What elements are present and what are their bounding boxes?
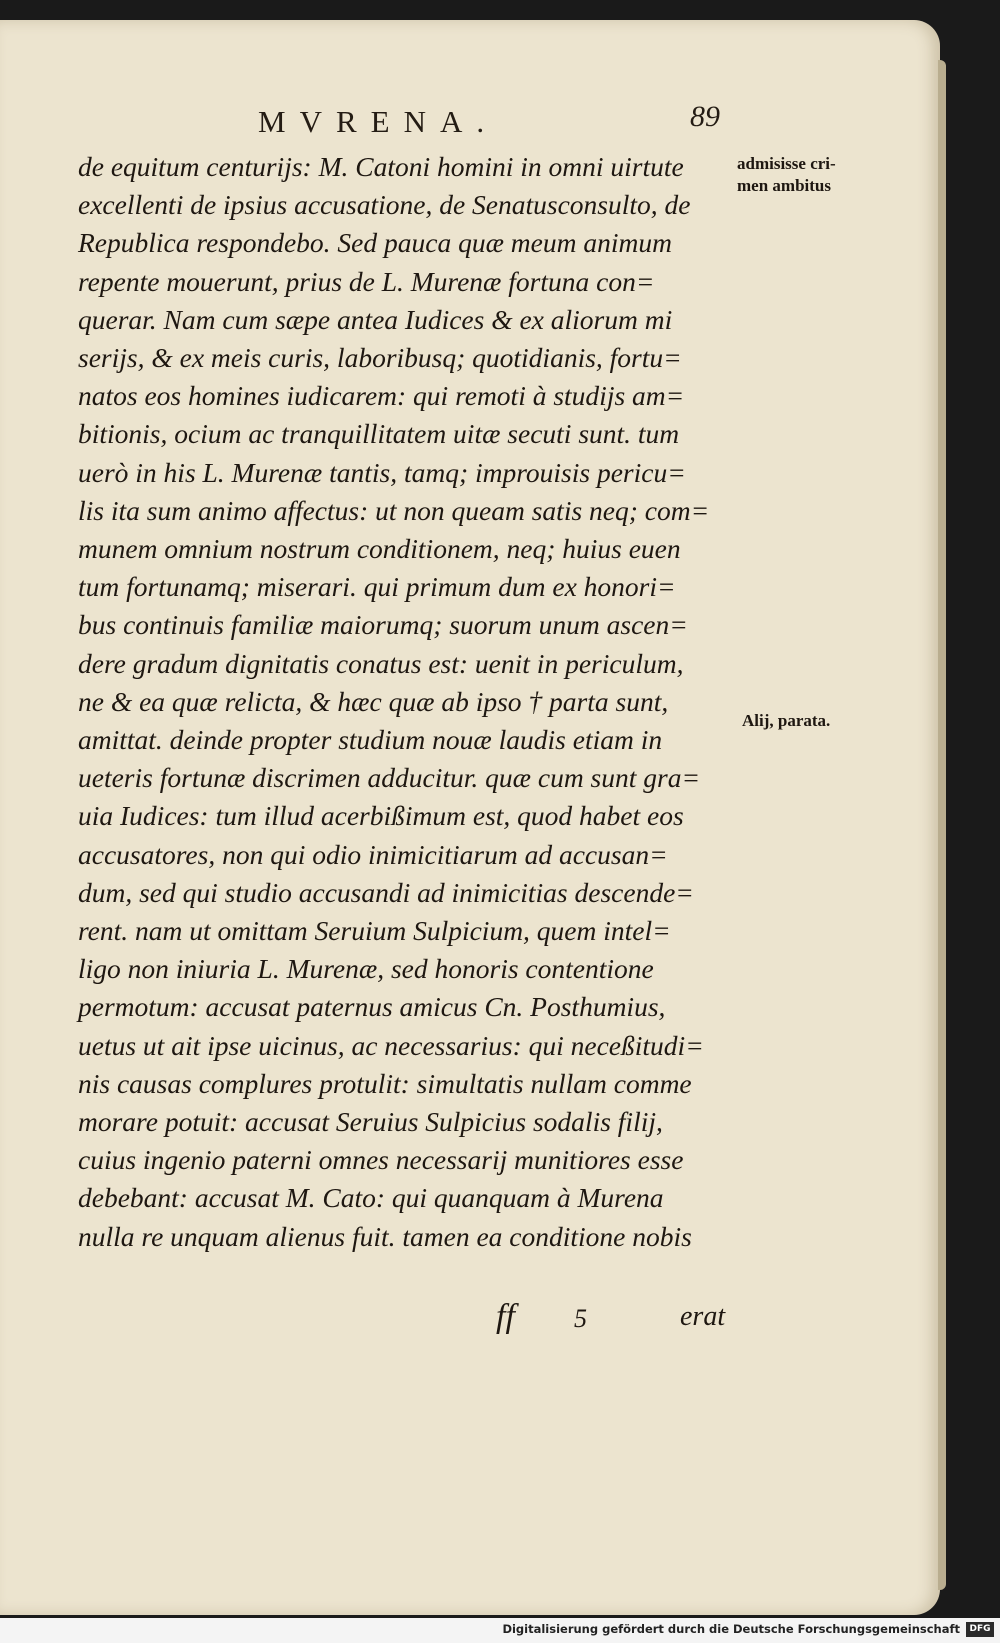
text-line: repente mouerunt, prius de L. Murenæ fortuna con= <box>78 265 655 297</box>
text-line: natos eos homines iudicarem: qui remoti à studijs am= <box>78 380 685 412</box>
text-line: munem omnium nostrum conditionem, neq; huius euen <box>78 533 681 565</box>
page-edge <box>938 60 946 1590</box>
text-line: ueteris fortunæ discrimen adducitur. quæ cum sunt gra= <box>78 762 701 794</box>
text-line: morare potuit: accusat Seruius Sulpicius sodalis filij, <box>78 1106 663 1138</box>
text-line: nulla re unquam alienus fuit. tamen ea conditione nobis <box>78 1220 692 1252</box>
text-line: accusatores, non qui odio inimicitiarum ad accusan= <box>78 838 668 870</box>
text-line: amittat. deinde propter studium nouæ laudis etiam in <box>78 724 663 756</box>
text-line: nis causas complures protulit: simultatis nullam comme <box>78 1067 692 1099</box>
text-line: ne & ea quæ relicta, & hæc quæ ab ipso † parta sunt, <box>78 685 669 717</box>
text-line: dum, sed qui studio accusandi ad inimicitias descende= <box>78 876 694 908</box>
text-line: serijs, & ex meis curis, laboribusq; quotidianis, fortu= <box>78 342 682 374</box>
text-line: bus continuis familiæ maiorumq; suorum unum ascen= <box>78 609 688 641</box>
text-line: permotum: accusat paternus amicus Cn. Posthumius, <box>78 991 666 1023</box>
text-line: ligo non iniuria L. Murenæ, sed honoris contentione <box>78 953 654 985</box>
text-line: dere gradum dignitatis conatus est: uenit in periculum, <box>78 647 684 679</box>
margin-note-line: admisisse cri- <box>737 154 836 173</box>
running-head: MVRENA. <box>258 104 499 139</box>
text-line: bitionis, ocium ac tranquillitatem uitæ secuti sunt. tum <box>78 418 680 450</box>
text-line: uerò in his L. Murenæ tantis, tamq; improuisis pericu= <box>78 456 686 488</box>
margin-note-ambitus <box>737 153 836 197</box>
text-line: excellenti de ipsius accusatione, de Senatusconsulto, de <box>78 189 691 221</box>
catchword: erat <box>680 1301 726 1332</box>
page-number: 89 <box>690 100 720 133</box>
signature-mark: ff <box>496 1298 515 1335</box>
text-line: uia Iudices: tum illud acerbißimum est, quod habet eos <box>78 800 684 832</box>
text-line: cuius ingenio paterni omnes necessarij munitiores esse <box>78 1144 684 1176</box>
text-line: querar. Nam cum sæpe antea Iudices & ex aliorum mi <box>78 303 673 335</box>
digitization-footer <box>0 1618 1000 1643</box>
text-line: lis ita sum animo affectus: ut non queam satis neq; com= <box>78 494 710 526</box>
text-line: debebant: accusat M. Cato: qui quanquam à Murena <box>78 1182 664 1214</box>
text-line: de equitum centurijs: M. Catoni homini in omni uirtute <box>78 151 684 182</box>
footer-credit: Digitalisierung gefördert durch die Deutsche Forschungsgemeinschaft <box>502 1622 960 1636</box>
text-line: rent. nam ut omittam Seruium Sulpicium, quem intel= <box>78 915 671 947</box>
margin-note-line: men ambitus <box>737 176 831 195</box>
text-line: Republica respondebo. Sed pauca quæ meum animum <box>78 227 672 259</box>
dfg-logo-icon: DFG <box>966 1622 994 1637</box>
signature-number: 5 <box>574 1304 587 1333</box>
body-text <box>78 148 728 1256</box>
text-line: uetus ut ait ipse uicinus, ac necessarius: qui neceßitudi= <box>78 1029 704 1061</box>
margin-note-line: Alij, parata. <box>742 711 831 730</box>
margin-note-parata <box>742 710 830 732</box>
text-line: tum fortunamq; miserari. qui primum dum ex honori= <box>78 571 676 603</box>
